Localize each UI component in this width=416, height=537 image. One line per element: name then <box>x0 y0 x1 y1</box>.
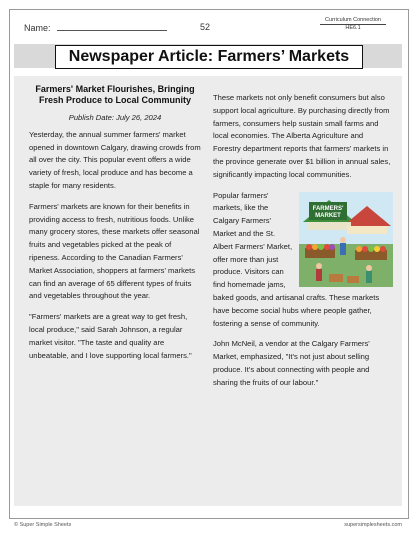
page-number: 52 <box>200 22 211 32</box>
name-label: Name: <box>24 23 51 33</box>
article-right-column <box>213 92 393 398</box>
curriculum-connection-box <box>320 17 386 32</box>
curriculum-title: Curriculum Connection <box>320 17 386 25</box>
right-paragraph-2: Popular farmers' markets, like the Calgary Farmers' Market and the St. Albert Farmers' Market, offer more than just produce. Visitors can find homemade jams, baked goods, and artisanal crafts. These markets have become social hubs where people gather, fostering a sense of community. <box>213 190 380 328</box>
svg-text:MARKET: MARKET <box>315 212 341 219</box>
article-left-column <box>29 84 201 370</box>
page-title: Newspaper Article: Farmers’ Markets <box>55 45 363 69</box>
right-paragraph-3: John McNeil, a vendor at the Calgary Farmers' Market, emphasized, "It's not just about selling produce. It's about connecting with people and sharing the fruits of our labour." <box>213 339 370 387</box>
left-paragraph-1: Yesterday, the annual summer farmers' market opened in downtown Calgary, drawing crowds from all over the city. This popular event offers a wide variety of fresh, local produce and has become a staple for many residents. <box>29 129 201 190</box>
left-paragraph-3: "Farmers' markets are a great way to get fresh, local produce," said Sarah Johnson, a regular market visitor. "The taste and quality are unbeatable, and I love supporting local farmers." <box>29 312 192 360</box>
right-paragraph-1: These markets not only benefit consumers but also support local agriculture. By purchasing directly from farmers, consumers help sustain small farms and local economies. The Alberta Agriculture and Forestry department reports that farmers' markets in the province generate over $1 billion in annual sales, significantly impacting local communities. <box>213 93 391 179</box>
right-paragraph-2-block <box>213 190 393 331</box>
name-blank-line[interactable] <box>57 22 167 31</box>
footer-copyright: © Super Simple Sheets <box>14 522 72 528</box>
farmers-market-illustration <box>299 192 393 287</box>
publish-date: Publish Date: July 26, 2024 <box>68 113 162 122</box>
article-headline: Farmers' Market Flourishes, Bringing Fresh Produce to Local Community <box>35 84 195 105</box>
footer-site: supersimplesheets.com <box>344 522 402 528</box>
market-sign-text: FARMERS' <box>312 205 344 212</box>
left-paragraph-2: Farmers' markets are known for their benefits in providing access to fresh, nutritious foods. Unlike many grocery stores, these markets offer seasonal fruits and vegetables picked at the peak of ripeness. According to the Canadian Farmers' Market Association, shoppers at farmers' markets can find an average of 65 different types of fruits and vegetables throughout the year. <box>29 201 200 301</box>
name-field <box>24 22 167 33</box>
curriculum-code: HE6.1 <box>345 25 361 31</box>
